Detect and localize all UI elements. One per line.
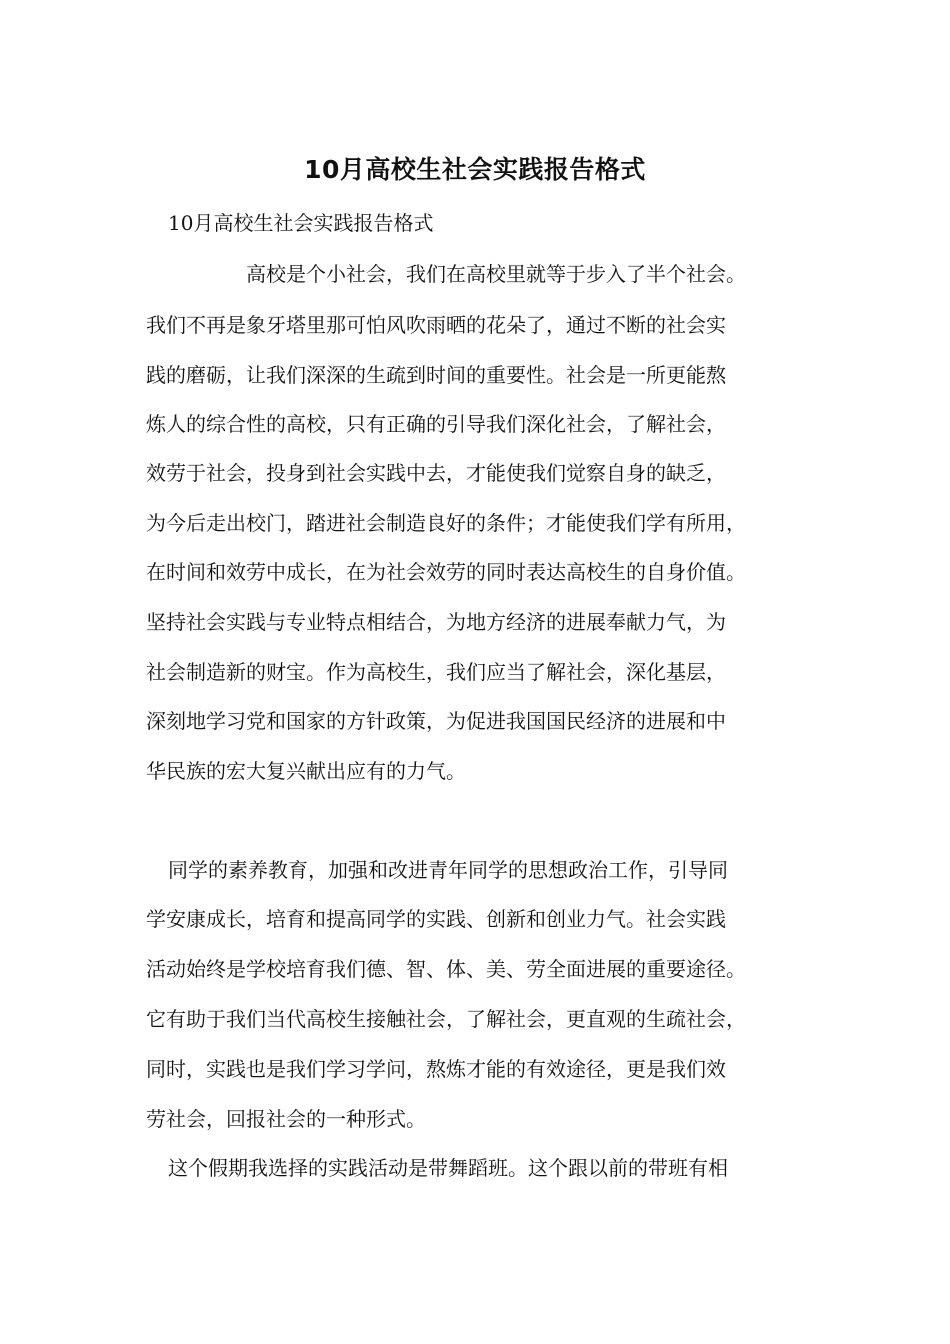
paragraph-line: 它有助于我们当代高校生接触社会，了解社会，更直观的生疏社会， [146, 1007, 746, 1031]
paragraph-line: 同学的素养教育，加强和改进青年同学的思想政治工作，引导同 [168, 858, 728, 882]
document-title: 10月高校生社会实践报告格式 [304, 155, 646, 184]
paragraph-line: 在时间和效劳中成长，在为社会效劳的同时表达高校生的自身价值。 [146, 560, 746, 584]
paragraph-line: 同时，实践也是我们学习学问，熬炼才能的有效途径，更是我们效 [146, 1057, 726, 1081]
paragraph-line: 学安康成长，培育和提高同学的实践、创新和创业力气。社会实践 [146, 907, 726, 931]
paragraph-line: 高校是个小社会，我们在高校里就等于步入了半个社会。 [246, 262, 746, 286]
paragraph-line: 效劳于社会，投身到社会实践中去，才能使我们觉察自身的缺乏， [146, 461, 726, 485]
paragraph-line: 活动始终是学校培育我们德、智、体、美、劳全面进展的重要途径。 [146, 957, 746, 981]
paragraph-line: 这个假期我选择的实践活动是带舞蹈班。这个跟以前的带班有相 [168, 1156, 728, 1180]
paragraph-line: 深刻地学习党和国家的方针政策，为促进我国国民经济的进展和中 [146, 709, 726, 733]
paragraph-line: 为今后走出校门，踏进社会制造良好的条件；才能使我们学有所用， [146, 511, 746, 535]
paragraph-line: 我们不再是象牙塔里那可怕风吹雨晒的花朵了，通过不断的社会实 [146, 313, 726, 337]
paragraph-line: 华民族的宏大复兴献出应有的力气。 [146, 759, 466, 783]
paragraph-line: 践的磨砺，让我们深深的生疏到时间的重要性。社会是一所更能熬 [146, 363, 726, 387]
paragraph-line: 炼人的综合性的高校，只有正确的引导我们深化社会，了解社会， [146, 412, 726, 436]
paragraph-line: 劳社会，回报社会的一种形式。 [146, 1107, 426, 1131]
paragraph-line: 社会制造新的财宝。作为高校生，我们应当了解社会，深化基层， [146, 660, 726, 684]
document-subtitle: 10月高校生社会实践报告格式 [168, 211, 434, 235]
paragraph-line: 坚持社会实践与专业特点相结合，为地方经济的进展奉献力气，为 [146, 610, 726, 634]
